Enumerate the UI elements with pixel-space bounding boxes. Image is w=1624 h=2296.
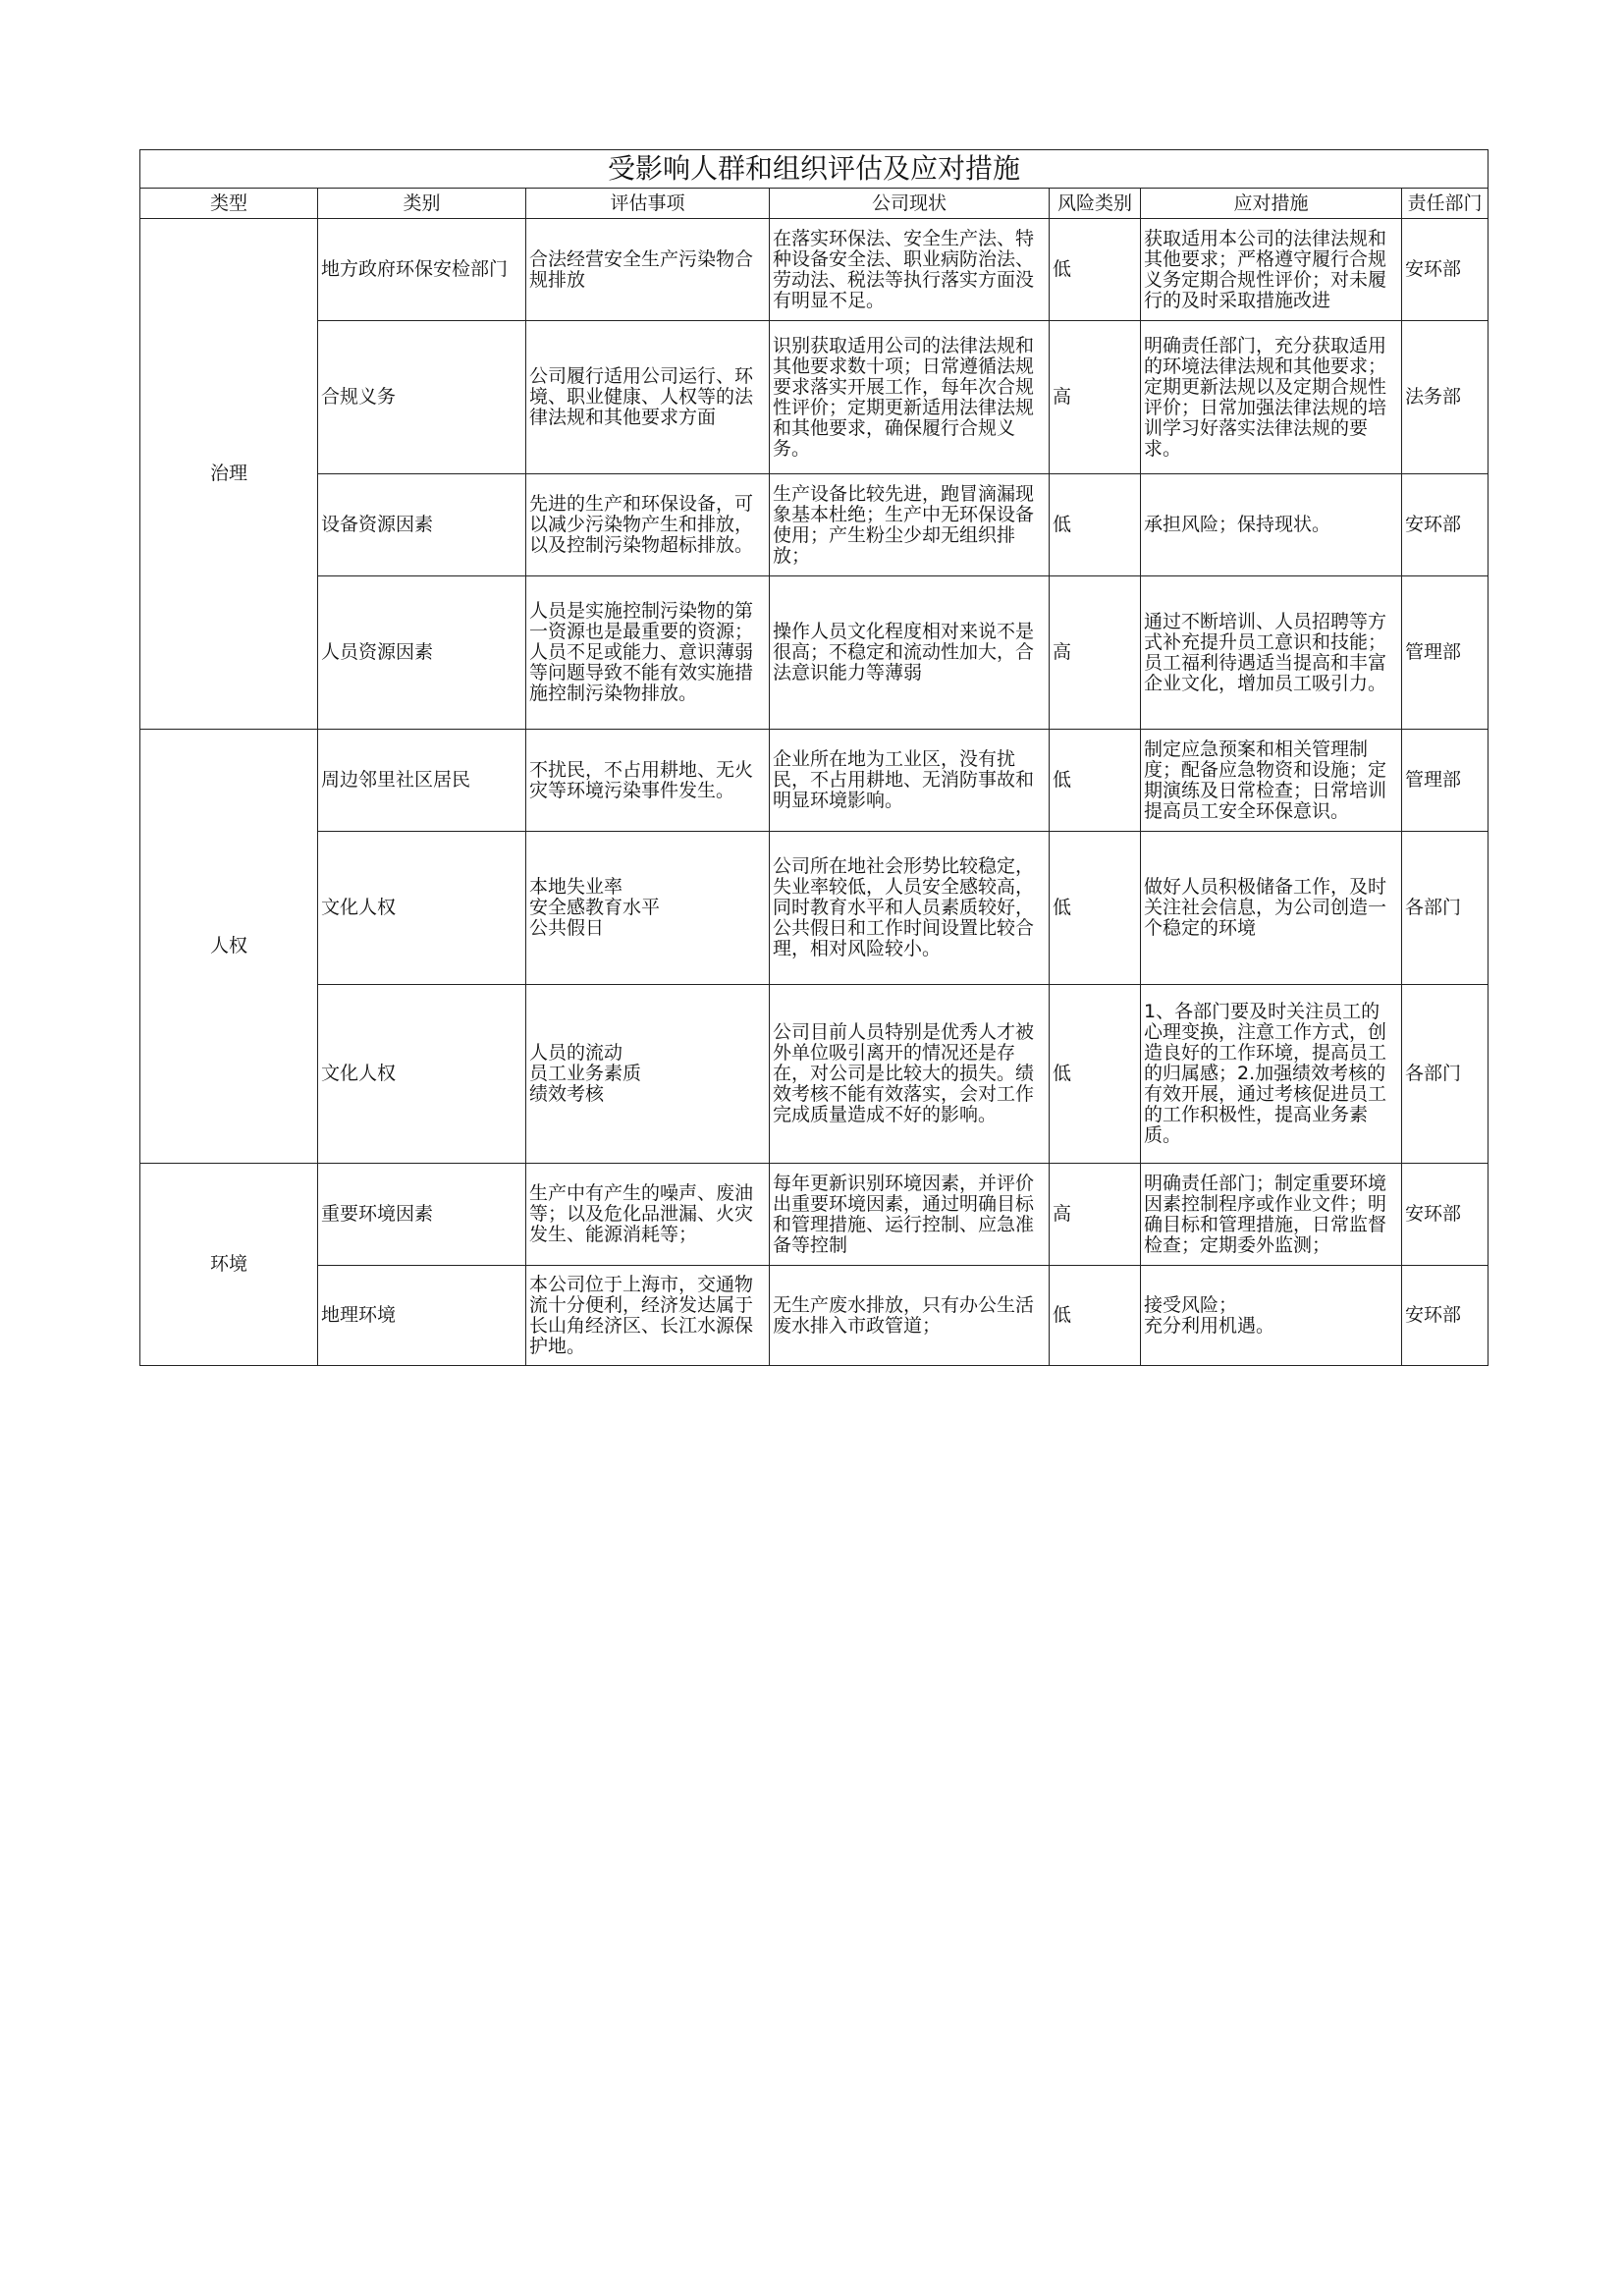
measures-text: 承担风险；保持现状。	[1144, 514, 1331, 535]
risk-text: 高	[1053, 386, 1072, 408]
status-cell	[770, 219, 1050, 321]
dept-text: 安环部	[1405, 1304, 1462, 1326]
category-text: 人员资源因素	[321, 641, 434, 663]
item-cell	[526, 832, 770, 985]
table-title: 受影响人群和组织评估及应对措施	[140, 150, 1489, 189]
risk-text: 低	[1053, 769, 1072, 791]
category-cell	[318, 576, 526, 730]
header-category: 类别	[318, 189, 526, 219]
status-cell	[770, 985, 1050, 1164]
status-text: 识别获取适用公司的法律法规和其他要求数十项；日常遵循法规要求落实开展工作，每年次合规性评价；定期更新适用法律法规和其他要求，确保履行合规义务。	[773, 334, 1035, 460]
assessment-table	[139, 149, 1489, 1366]
header-type: 类型	[140, 189, 318, 219]
table-row	[140, 321, 1489, 474]
item-text: 本公司位于上海市，交通物流十分便利，经济发达属于长山角经济区、长江水源保护地。	[529, 1273, 754, 1357]
measures-text: 明确责任部门，充分获取适用的环境法律法规和其他要求；定期更新法规以及定期合规性评价；日常加强法律法规的培训学习好落实法律法规的要求。	[1144, 334, 1387, 460]
item-text: 先进的生产和环保设备，可以减少污染物产生和排放，以及控制污染物超标排放。	[529, 493, 754, 556]
table-body	[140, 219, 1489, 1366]
measures-cell	[1141, 730, 1402, 832]
dept-text: 安环部	[1405, 258, 1462, 280]
item-cell	[526, 576, 770, 730]
risk-cell	[1050, 321, 1141, 474]
status-text: 生产设备比较先进，跑冒滴漏现象基本杜绝；生产中无环保设备使用；产生粉尘少却无组织排放；	[773, 482, 1035, 567]
type-cell: 人权	[140, 730, 318, 1164]
status-cell	[770, 730, 1050, 832]
status-cell	[770, 1164, 1050, 1266]
category-text: 合规义务	[321, 386, 397, 408]
dept-cell	[1402, 1266, 1489, 1366]
risk-cell	[1050, 1266, 1141, 1366]
risk-cell	[1050, 576, 1141, 730]
status-text: 操作人员文化程度相对来说不是很高；不稳定和流动性加大，合法意识能力等薄弱	[773, 621, 1035, 683]
risk-cell	[1050, 474, 1141, 576]
risk-text: 低	[1053, 1063, 1072, 1084]
risk-text: 低	[1053, 1304, 1072, 1326]
table-row	[140, 219, 1489, 321]
category-text: 地理环境	[321, 1304, 397, 1326]
status-text: 公司所在地社会形势比较稳定，失业率较低，人员安全感较高，同时教育水平和人员素质较好，公共假日和工作时间设置比较合理，相对风险较小。	[773, 855, 1035, 959]
category-text: 地方政府环保安检部门	[321, 258, 509, 280]
category-cell	[318, 1266, 526, 1366]
table-row	[140, 474, 1489, 576]
measures-cell	[1141, 219, 1402, 321]
header-row	[140, 189, 1489, 219]
category-cell	[318, 730, 526, 832]
dept-cell	[1402, 985, 1489, 1164]
measures-text: 接受风险； 充分利用机遇。	[1144, 1293, 1275, 1337]
item-cell	[526, 219, 770, 321]
measures-cell	[1141, 1164, 1402, 1266]
risk-cell	[1050, 219, 1141, 321]
category-text: 重要环境因素	[321, 1203, 434, 1225]
table-row	[140, 1266, 1489, 1366]
measures-text: 1、各部门要及时关注员工的心理变换，注意工作方式，创造良好的工作环境，提高员工的归属感；2.加强绩效考核的有效开展，通过考核促进员工的工作积极性，提高业务素质。	[1144, 1001, 1387, 1146]
header-dept: 责任部门	[1402, 189, 1489, 219]
table-row	[140, 832, 1489, 985]
table-row	[140, 730, 1489, 832]
header-item: 评估事项	[526, 189, 770, 219]
status-cell	[770, 474, 1050, 576]
dept-text: 各部门	[1405, 897, 1462, 918]
header-measures: 应对措施	[1141, 189, 1402, 219]
dept-cell	[1402, 832, 1489, 985]
dept-text: 法务部	[1405, 386, 1462, 408]
dept-text: 安环部	[1405, 514, 1462, 535]
status-text: 无生产废水排放，只有办公生活废水排入市政管道；	[773, 1293, 1035, 1337]
table-row	[140, 576, 1489, 730]
status-cell	[770, 832, 1050, 985]
item-text: 本地失业率 安全感教育水平 公共假日	[529, 876, 661, 939]
category-cell	[318, 832, 526, 985]
measures-cell	[1141, 832, 1402, 985]
category-cell	[318, 1164, 526, 1266]
measures-text: 明确责任部门；制定重要环境因素控制程序或作业文件；明确目标和管理措施，日常监督检查；定期委外监测；	[1144, 1172, 1387, 1256]
item-text: 公司履行适用公司运行、环境、职业健康、人权等的法律法规和其他要求方面	[529, 365, 754, 428]
header-risk: 风险类别	[1050, 189, 1141, 219]
dept-cell	[1402, 321, 1489, 474]
risk-text: 低	[1053, 514, 1072, 535]
status-cell	[770, 1266, 1050, 1366]
risk-text: 高	[1053, 1203, 1072, 1225]
measures-cell	[1141, 985, 1402, 1164]
dept-text: 安环部	[1405, 1203, 1462, 1225]
status-text: 企业所在地为工业区，没有扰民，不占用耕地、无消防事故和明显环境影响。	[773, 748, 1035, 811]
item-text: 合法经营安全生产污染物合规排放	[529, 247, 754, 291]
dept-cell	[1402, 576, 1489, 730]
risk-text: 低	[1053, 897, 1072, 918]
status-text: 在落实环保法、安全生产法、特种设备安全法、职业病防治法、劳动法、税法等执行落实方面没有明显不足。	[773, 227, 1035, 311]
status-text: 每年更新识别环境因素，并评价出重要环境因素，通过明确目标和管理措施、运行控制、应急准备等控制	[773, 1172, 1035, 1256]
dept-text: 各部门	[1405, 1063, 1462, 1084]
measures-text: 做好人员积极储备工作，及时关注社会信息，为公司创造一个稳定的环境	[1144, 876, 1387, 939]
dept-text: 管理部	[1405, 769, 1462, 791]
category-cell	[318, 321, 526, 474]
category-text: 文化人权	[321, 897, 397, 918]
risk-text: 高	[1053, 641, 1072, 663]
table-row	[140, 1164, 1489, 1266]
category-text: 周边邻里社区居民	[321, 769, 471, 791]
status-cell	[770, 321, 1050, 474]
category-text: 设备资源因素	[321, 514, 434, 535]
risk-text: 低	[1053, 258, 1072, 280]
status-text: 公司目前人员特别是优秀人才被外单位吸引离开的情况还是存在，对公司是比较大的损失。绩效考核不能有效落实，会对工作完成质量造成不好的影响。	[773, 1021, 1035, 1125]
dept-text: 管理部	[1405, 641, 1462, 663]
type-cell: 治理	[140, 219, 318, 730]
risk-cell	[1050, 832, 1141, 985]
category-text: 文化人权	[321, 1063, 397, 1084]
risk-cell	[1050, 730, 1141, 832]
dept-cell	[1402, 474, 1489, 576]
dept-cell	[1402, 1164, 1489, 1266]
item-cell	[526, 474, 770, 576]
measures-text: 通过不断培训、人员招聘等方式补充提升员工意识和技能；员工福利待遇适当提高和丰富企业文化，增加员工吸引力。	[1144, 610, 1387, 694]
item-text: 不扰民，不占用耕地、无火灾等环境污染事件发生。	[529, 758, 754, 801]
item-cell	[526, 730, 770, 832]
item-text: 人员是实施控制污染物的第一资源也是最重要的资源；人员不足或能力、意识薄弱等问题导致不能有效实施措施控制污染物排放。	[529, 600, 754, 704]
measures-cell	[1141, 1266, 1402, 1366]
type-cell: 环境	[140, 1164, 318, 1366]
table-row	[140, 985, 1489, 1164]
measures-text: 获取适用本公司的法律法规和其他要求；严格遵守履行合规义务定期合规性评价；对未履行的及时采取措施改进	[1144, 227, 1387, 311]
category-cell	[318, 474, 526, 576]
status-cell	[770, 576, 1050, 730]
item-text: 人员的流动 员工业务素质 绩效考核	[529, 1042, 642, 1105]
item-cell	[526, 321, 770, 474]
header-status: 公司现状	[770, 189, 1050, 219]
measures-text: 制定应急预案和相关管理制度；配备应急物资和设施；定期演练及日常检查；日常培训提高员工安全环保意识。	[1144, 738, 1387, 822]
item-cell	[526, 985, 770, 1164]
dept-cell	[1402, 219, 1489, 321]
dept-cell	[1402, 730, 1489, 832]
measures-cell	[1141, 474, 1402, 576]
category-cell	[318, 219, 526, 321]
risk-cell	[1050, 1164, 1141, 1266]
category-cell	[318, 985, 526, 1164]
item-cell	[526, 1266, 770, 1366]
item-cell	[526, 1164, 770, 1266]
measures-cell	[1141, 321, 1402, 474]
item-text: 生产中有产生的噪声、废油等；以及危化品泄漏、火灾发生、能源消耗等；	[529, 1182, 754, 1245]
risk-cell	[1050, 985, 1141, 1164]
measures-cell	[1141, 576, 1402, 730]
